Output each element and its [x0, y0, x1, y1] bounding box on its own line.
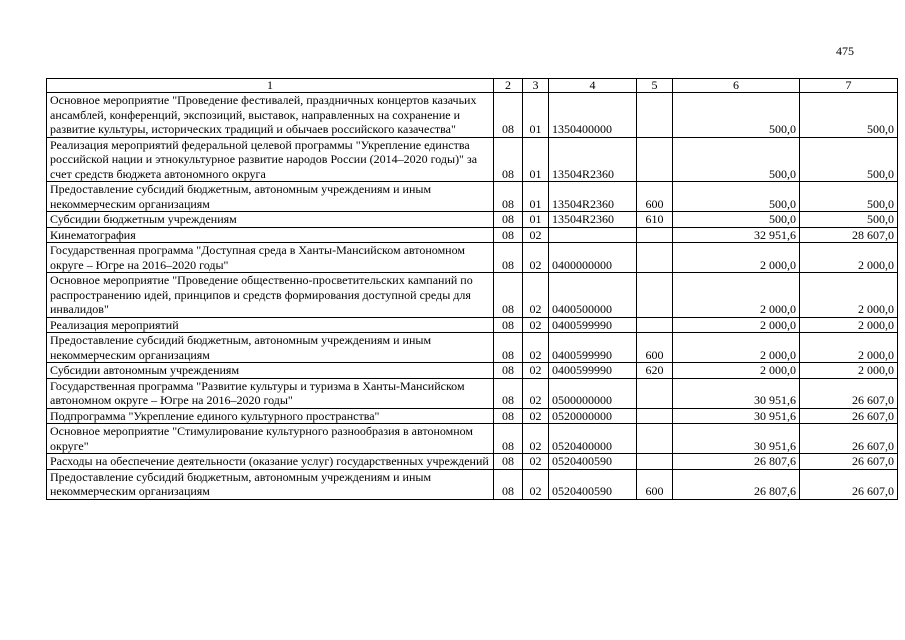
- row-expense-type-cell: 620: [637, 363, 673, 379]
- row-section-cell: 08: [494, 93, 523, 138]
- row-expense-type-cell: 600: [637, 182, 673, 212]
- table-row: [47, 212, 898, 228]
- row-subsection-cell: 02: [523, 424, 549, 454]
- row-expense-type-cell: [637, 408, 673, 424]
- row-name-cell: Предоставление субсидий бюджетным, автономным учреждениям и иным некоммерческим организациям: [47, 333, 494, 363]
- row-expense-type-cell: 600: [637, 333, 673, 363]
- row-amount-1-cell: 26 807,6: [673, 454, 800, 470]
- header-cell: 3: [523, 79, 549, 93]
- row-section-cell: 08: [494, 333, 523, 363]
- header-cell: 7: [800, 79, 898, 93]
- row-expense-type-cell: [637, 93, 673, 138]
- row-target-article-cell: 0520400590: [549, 469, 637, 499]
- row-target-article-cell: 13504R2360: [549, 137, 637, 182]
- row-name-cell: Государственная программа "Доступная среда в Ханты-Мансийском автономном округе – Югре на 2016–2020 годы": [47, 243, 494, 273]
- row-subsection-cell: 02: [523, 378, 549, 408]
- row-expense-type-cell: 610: [637, 212, 673, 228]
- row-amount-1-cell: 26 807,6: [673, 469, 800, 499]
- table-row: [47, 182, 898, 212]
- row-target-article-cell: 0400000000: [549, 243, 637, 273]
- table-row: [47, 227, 898, 243]
- row-expense-type-cell: [637, 317, 673, 333]
- row-target-article-cell: 0400599990: [549, 317, 637, 333]
- row-amount-2-cell: 26 607,0: [800, 408, 898, 424]
- row-amount-2-cell: 26 607,0: [800, 469, 898, 499]
- row-name-cell: Субсидии бюджетным учреждениям: [47, 212, 494, 228]
- row-name-cell: Субсидии автономным учреждениям: [47, 363, 494, 379]
- table-row: [47, 333, 898, 363]
- header-cell: 5: [637, 79, 673, 93]
- row-amount-2-cell: 500,0: [800, 212, 898, 228]
- row-amount-1-cell: 30 951,6: [673, 424, 800, 454]
- row-name-cell: Подпрограмма "Укрепление единого культурного пространства": [47, 408, 494, 424]
- row-amount-1-cell: 500,0: [673, 93, 800, 138]
- row-subsection-cell: 02: [523, 363, 549, 379]
- table-row: [47, 137, 898, 182]
- table-row: [47, 273, 898, 318]
- table-body: [47, 93, 898, 500]
- row-section-cell: 08: [494, 273, 523, 318]
- row-expense-type-cell: 600: [637, 469, 673, 499]
- row-target-article-cell: [549, 227, 637, 243]
- row-subsection-cell: 02: [523, 273, 549, 318]
- row-amount-2-cell: 2 000,0: [800, 333, 898, 363]
- header-cell: 6: [673, 79, 800, 93]
- row-expense-type-cell: [637, 424, 673, 454]
- table-row: [47, 317, 898, 333]
- row-section-cell: 08: [494, 317, 523, 333]
- row-amount-1-cell: 2 000,0: [673, 243, 800, 273]
- row-amount-1-cell: 2 000,0: [673, 317, 800, 333]
- row-target-article-cell: 0520400590: [549, 454, 637, 470]
- row-subsection-cell: 02: [523, 227, 549, 243]
- header-cell: 4: [549, 79, 637, 93]
- row-expense-type-cell: [637, 378, 673, 408]
- row-amount-1-cell: 2 000,0: [673, 363, 800, 379]
- row-target-article-cell: 0400599990: [549, 333, 637, 363]
- row-amount-1-cell: 2 000,0: [673, 333, 800, 363]
- row-name-cell: Основное мероприятие "Проведение фестивалей, праздничных концертов казачьих ансамблей, конференций, экспозиций, выставок, направленных на сохранение и развитие культуры, исторических традиций и обычаев российского казачества": [47, 93, 494, 138]
- table-row: [47, 408, 898, 424]
- row-subsection-cell: 02: [523, 454, 549, 470]
- table-row: [47, 378, 898, 408]
- row-amount-1-cell: 2 000,0: [673, 273, 800, 318]
- row-target-article-cell: 0520000000: [549, 408, 637, 424]
- row-amount-2-cell: 28 607,0: [800, 227, 898, 243]
- row-amount-2-cell: 500,0: [800, 93, 898, 138]
- row-amount-2-cell: 2 000,0: [800, 243, 898, 273]
- row-name-cell: Реализация мероприятий: [47, 317, 494, 333]
- row-section-cell: 08: [494, 182, 523, 212]
- row-amount-1-cell: 500,0: [673, 212, 800, 228]
- row-name-cell: Государственная программа "Развитие культуры и туризма в Ханты-Мансийском автономном округе – Югре на 2016–2020 годы": [47, 378, 494, 408]
- header-cell: 2: [494, 79, 523, 93]
- row-amount-2-cell: 500,0: [800, 137, 898, 182]
- row-subsection-cell: 01: [523, 93, 549, 138]
- row-section-cell: 08: [494, 469, 523, 499]
- row-name-cell: Кинематография: [47, 227, 494, 243]
- row-target-article-cell: 0520400000: [549, 424, 637, 454]
- row-section-cell: 08: [494, 243, 523, 273]
- row-section-cell: 08: [494, 378, 523, 408]
- table-row: [47, 469, 898, 499]
- row-name-cell: Предоставление субсидий бюджетным, автономным учреждениям и иным некоммерческим организациям: [47, 182, 494, 212]
- row-name-cell: Основное мероприятие "Стимулирование культурного разнообразия в автономном округе": [47, 424, 494, 454]
- row-section-cell: 08: [494, 227, 523, 243]
- row-target-article-cell: 0400500000: [549, 273, 637, 318]
- row-name-cell: Основное мероприятие "Проведение общественно-просветительских кампаний по распространению идей, принципов и средств формирования доступной среды для инвалидов": [47, 273, 494, 318]
- budget-table: [46, 78, 898, 500]
- table-row: [47, 363, 898, 379]
- row-amount-2-cell: 500,0: [800, 182, 898, 212]
- row-amount-1-cell: 30 951,6: [673, 378, 800, 408]
- row-section-cell: 08: [494, 454, 523, 470]
- row-amount-1-cell: 500,0: [673, 182, 800, 212]
- row-subsection-cell: 02: [523, 333, 549, 363]
- row-expense-type-cell: [637, 137, 673, 182]
- row-target-article-cell: 13504R2360: [549, 182, 637, 212]
- row-amount-2-cell: 26 607,0: [800, 378, 898, 408]
- row-amount-2-cell: 26 607,0: [800, 424, 898, 454]
- table-row: [47, 424, 898, 454]
- table-row: [47, 93, 898, 138]
- table-row: [47, 243, 898, 273]
- row-amount-1-cell: 30 951,6: [673, 408, 800, 424]
- row-expense-type-cell: [637, 227, 673, 243]
- row-expense-type-cell: [637, 273, 673, 318]
- row-name-cell: Реализация мероприятий федеральной целевой программы "Укрепление единства российской нации и этнокультурное развитие народов России (2014–2020 годы)" за счет средств бюджета автономного округа: [47, 137, 494, 182]
- row-subsection-cell: 02: [523, 317, 549, 333]
- row-amount-2-cell: 2 000,0: [800, 273, 898, 318]
- row-subsection-cell: 01: [523, 182, 549, 212]
- row-section-cell: 08: [494, 363, 523, 379]
- row-name-cell: Предоставление субсидий бюджетным, автономным учреждениям и иным некоммерческим организациям: [47, 469, 494, 499]
- row-subsection-cell: 02: [523, 243, 549, 273]
- row-section-cell: 08: [494, 408, 523, 424]
- row-subsection-cell: 02: [523, 408, 549, 424]
- row-amount-1-cell: 32 951,6: [673, 227, 800, 243]
- row-expense-type-cell: [637, 454, 673, 470]
- page-number: 475: [836, 44, 854, 58]
- row-target-article-cell: 0500000000: [549, 378, 637, 408]
- row-name-cell: Расходы на обеспечение деятельности (оказание услуг) государственных учреждений: [47, 454, 494, 470]
- row-amount-2-cell: 26 607,0: [800, 454, 898, 470]
- row-subsection-cell: 01: [523, 137, 549, 182]
- row-target-article-cell: 13504R2360: [549, 212, 637, 228]
- row-amount-1-cell: 500,0: [673, 137, 800, 182]
- row-subsection-cell: 02: [523, 469, 549, 499]
- row-section-cell: 08: [494, 212, 523, 228]
- header-cell: 1: [47, 79, 494, 93]
- table-row: [47, 454, 898, 470]
- row-amount-2-cell: 2 000,0: [800, 317, 898, 333]
- row-subsection-cell: 01: [523, 212, 549, 228]
- header-row: [47, 79, 898, 93]
- row-target-article-cell: 1350400000: [549, 93, 637, 138]
- row-amount-2-cell: 2 000,0: [800, 363, 898, 379]
- row-section-cell: 08: [494, 137, 523, 182]
- row-section-cell: 08: [494, 424, 523, 454]
- row-expense-type-cell: [637, 243, 673, 273]
- row-target-article-cell: 0400599990: [549, 363, 637, 379]
